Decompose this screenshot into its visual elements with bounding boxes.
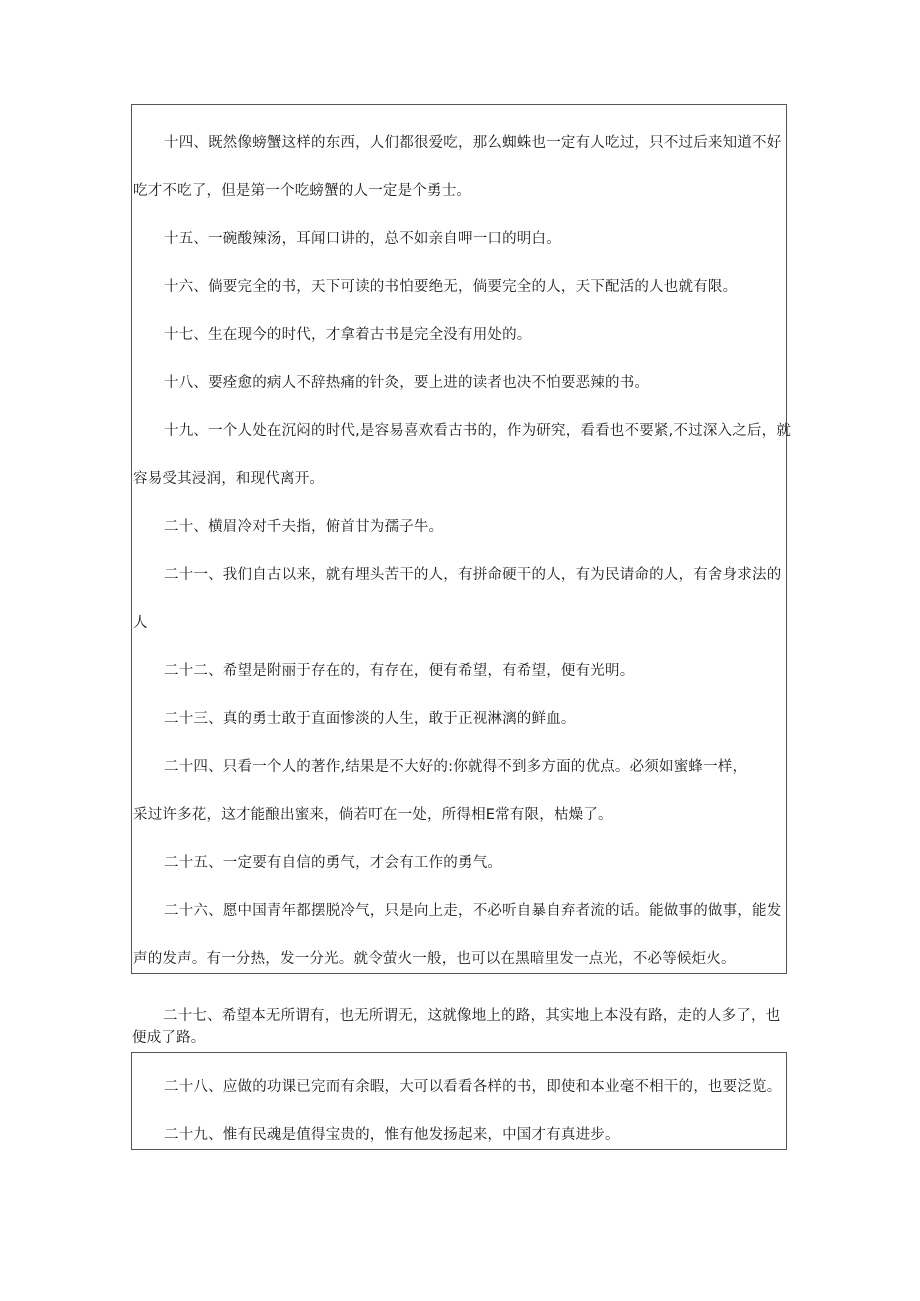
quote-22: 二十二、希望是附丽于存在的，有存在，便有希望，有希望，便有光明。	[164, 663, 635, 679]
quote-26-line-2: 声的发声。有一分热，发一分光。就令萤火一般，也可以在黑暗里发一点光，不必等候炬火。	[133, 951, 736, 967]
quote-20: 二十、横眉冷对千夫指，俯首甘为孺子牛。	[164, 519, 444, 535]
quote-15: 十五、一碗酸辣汤，耳闻口讲的，总不如亲自呷一口的明白。	[164, 231, 561, 247]
quote-27-line-2: 便成了路。	[132, 1030, 206, 1046]
quote-19-line-1: 十九、一个人处在沉闷的时代,是容易喜欢看古书的，作为研究，看看也不要紧,不过深入之后，就	[164, 423, 792, 439]
quote-17: 十七、生在现今的时代，才拿着古书是完全没有用处的。	[164, 327, 532, 343]
quote-28: 二十八、应做的功课已完而有余暇，大可以看看各样的书，即使和本业毫不相干的，也要泛览。	[164, 1079, 782, 1095]
quote-14-line-2: 吃才不吃了，但是第一个吃螃蟹的人一定是个勇士。	[133, 183, 472, 199]
quote-21-line-2: 人	[133, 615, 148, 631]
quote-16: 十六、倘要完全的书，天下可读的书怕要绝无，倘要完全的人，天下配活的人也就有限。	[164, 279, 738, 295]
quote-27	[131, 1005, 787, 1049]
quote-24-line-1: 二十四、只看一个人的著作,结果是不大好的:你就得不到多方面的优点。必须如蜜蜂一样，	[164, 759, 748, 775]
quote-box-2	[131, 1052, 787, 1150]
quote-19-line-2: 容易受其浸润，和现代离开。	[133, 471, 325, 487]
quote-21-line-1: 二十一、我们自古以来，就有埋头苦干的人，有拼命硬干的人，有为民请命的人，有舍身求法的	[164, 567, 782, 583]
quote-25: 二十五、一定要有自信的勇气，才会有工作的勇气。	[164, 855, 503, 871]
quote-18: 十八、要痊愈的病人不辞热痛的针灸，要上进的读者也决不怕要恶辣的书。	[164, 375, 650, 391]
quote-29: 二十九、惟有民魂是值得宝贵的，惟有他发扬起来，中国才有真进步。	[164, 1127, 620, 1143]
quote-box-1	[131, 104, 792, 974]
quote-23: 二十三、真的勇士敢于直面惨淡的人生，敢于正视淋漓的鲜血。	[164, 711, 576, 727]
quote-26-line-1: 二十六、愿中国青年都摆脱冷气，只是向上走，不必听自暴自弃者流的话。能做事的做事，能发	[164, 903, 782, 919]
quote-14-line-1: 十四、既然像螃蟹这样的东西，人们都很爱吃，那么蜘蛛也一定有人吃过，只不过后来知道不好	[164, 135, 782, 151]
quote-27-line-1: 二十七、希望本无所谓有，也无所谓无，这就像地上的路，其实地上本没有路，走的人多了，也	[163, 1008, 781, 1024]
quote-24-line-2: 采过许多花，这才能酿出蜜来，倘若叮在一处，所得相E常有限，枯燥了。	[133, 807, 613, 823]
